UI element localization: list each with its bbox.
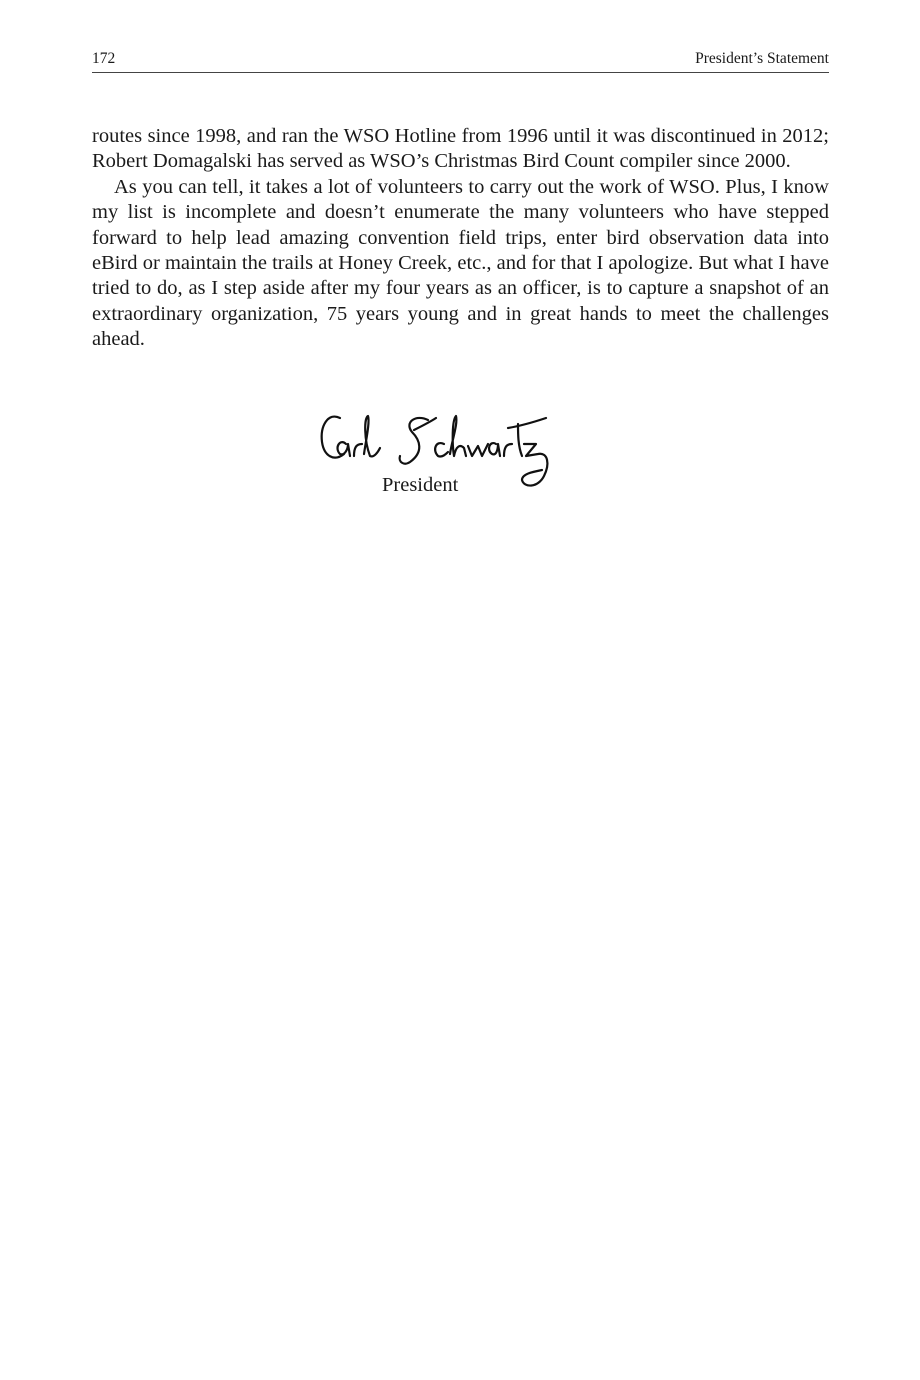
body-text: [92, 124, 829, 353]
signer-title: President: [382, 474, 459, 496]
running-head: [92, 48, 829, 73]
paragraph-volunteers: As you can tell, it takes a lot of volunteers to carry out the work of WSO. Plus, I know my list is incomplete and doesn’t enumerate the many volunteers who have stepped forward to help lead amazing convention field trips, enter bird observation data into eBird or maintain the trails at Honey Creek, etc., and for that I apologize. But what I have tried to do, as I step aside after my four years as an officer, is to capture a snapshot of an extraordinary organization, 75 years young and in great hands to meet the challenges ahead.: [92, 175, 829, 351]
page-number: 172: [92, 50, 116, 67]
signature-block: [310, 404, 570, 504]
paragraph-continued: routes since 1998, and ran the WSO Hotline from 1996 until it was discontinued in 2012; Robert Domagalski has served as WSO’s Christmas Bird Count compiler since 2000.: [92, 125, 829, 173]
section-title: President’s Statement: [695, 50, 829, 67]
